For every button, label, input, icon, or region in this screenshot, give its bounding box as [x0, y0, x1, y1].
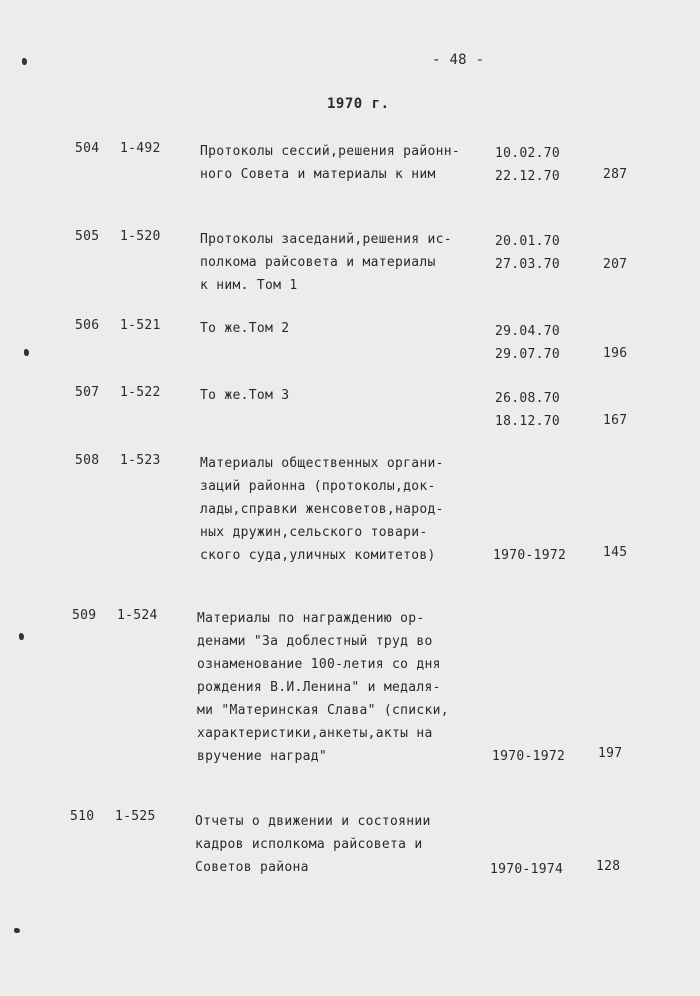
sheet-count: 197 [598, 746, 623, 761]
entry-dates [495, 230, 560, 276]
description-line: Отчеты о движении и состоянии [195, 814, 431, 829]
ink-speck [22, 58, 27, 65]
entry-description [195, 810, 431, 879]
description-line: ознаменование 100-летия со дня [197, 657, 441, 672]
entry-number: 508 [75, 453, 100, 468]
entry-date: 20.01.70 [495, 234, 561, 249]
sheet-count: 128 [596, 859, 621, 874]
entry-description [200, 140, 460, 186]
entry-date: 26.08.70 [495, 391, 561, 406]
entry-number: 504 [75, 141, 100, 156]
description-line: рождения В.И.Ленина" и медаля- [197, 680, 441, 695]
description-line: Советов района [195, 860, 309, 875]
description-line: ного Совета и материалы к ним [200, 167, 436, 182]
description-line: Протоколы заседаний,решения ис- [200, 232, 452, 247]
entry-number: 510 [70, 809, 95, 824]
entry-date: 29.04.70 [495, 324, 561, 339]
entry-number: 505 [75, 229, 100, 244]
entry-number: 509 [72, 608, 97, 623]
description-line: ми "Материнская Слава" (списки, [197, 703, 449, 718]
ink-speck [14, 928, 20, 933]
description-line: кадров исполкома райсовета и [195, 837, 423, 852]
entry-dates [495, 142, 560, 188]
entry-dates [490, 858, 563, 881]
description-line: полкома райсовета и материалы [200, 255, 436, 270]
description-line: к ним. Том 1 [200, 278, 298, 293]
entry-dates [492, 745, 565, 768]
entry-dates [495, 320, 560, 366]
sheet-count: 287 [603, 167, 628, 182]
description-line: ных дружин,сельского товари- [200, 525, 428, 540]
entry-code: 1-525 [115, 809, 156, 824]
entry-description [200, 317, 289, 340]
entry-date: 22.12.70 [495, 169, 561, 184]
page-number: - 48 - [432, 52, 485, 68]
sheet-count: 167 [603, 413, 628, 428]
entry-date: 1970-1972 [492, 749, 566, 764]
description-line: Материалы по награждению ор- [197, 611, 425, 626]
entry-code: 1-492 [120, 141, 161, 156]
ink-speck [24, 349, 29, 356]
description-line: заций районна (протоколы,док- [200, 479, 436, 494]
description-line: То же.Том 2 [200, 321, 290, 336]
entry-description [197, 607, 449, 768]
description-line: характеристики,анкеты,акты на [197, 726, 433, 741]
entry-code: 1-521 [120, 318, 161, 333]
entry-code: 1-524 [117, 608, 158, 623]
entry-code: 1-522 [120, 385, 161, 400]
entry-dates [495, 387, 560, 433]
entry-code: 1-520 [120, 229, 161, 244]
entry-date: 1970-1972 [493, 548, 567, 563]
description-line: денами "За доблестный труд во [197, 634, 433, 649]
entry-code: 1-523 [120, 453, 161, 468]
entry-description [200, 228, 452, 297]
entry-date: 1970-1974 [490, 862, 564, 877]
year-heading: 1970 г. [327, 96, 390, 112]
description-line: Материалы общественных органи- [200, 456, 444, 471]
description-line: То же.Том 3 [200, 388, 290, 403]
entry-date: 29.07.70 [495, 347, 561, 362]
sheet-count: 196 [603, 346, 628, 361]
description-line: вручение наград" [197, 749, 328, 764]
entry-date: 27.03.70 [495, 257, 561, 272]
entry-number: 507 [75, 385, 100, 400]
sheet-count: 145 [603, 545, 628, 560]
entry-dates [493, 544, 566, 567]
description-line: ского суда,уличных комитетов) [200, 548, 436, 563]
entry-date: 10.02.70 [495, 146, 561, 161]
ink-speck [19, 633, 24, 640]
entry-date: 18.12.70 [495, 414, 561, 429]
entry-description [200, 384, 289, 407]
description-line: лады,справки женсоветов,народ- [200, 502, 444, 517]
entry-number: 506 [75, 318, 100, 333]
entry-description [200, 452, 444, 567]
description-line: Протоколы сессий,решения районн- [200, 144, 461, 159]
sheet-count: 207 [603, 257, 628, 272]
